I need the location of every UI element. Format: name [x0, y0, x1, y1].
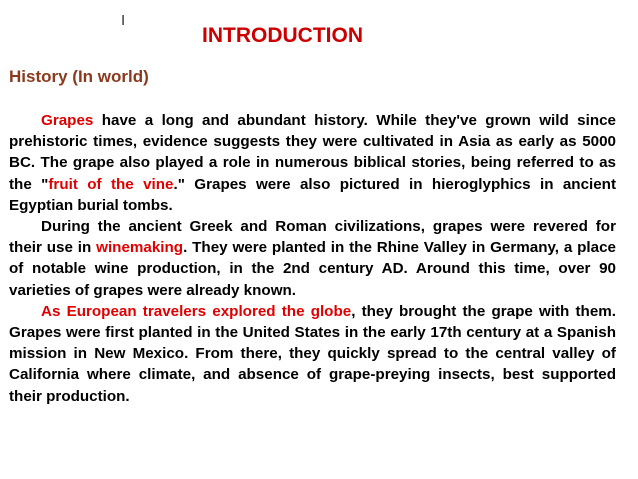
- paragraph-grapes-history: [9, 110, 616, 216]
- paragraph-text: ." Grapes were also pictured in hieroglyphics in ancient Egyptian burial tombs.: [9, 175, 617, 214]
- paragraph-european-travelers: [9, 301, 616, 407]
- section-heading: History (In world): [9, 67, 149, 86]
- paragraph-text: . They were planted in the Rhine Valley in Germany, a place of notable wine production, in the 2nd century AD. Around this time, over 90 varieties of grapes were already known.: [9, 239, 616, 299]
- body-text: [9, 110, 616, 407]
- paragraph-greek-roman: [9, 216, 616, 301]
- text-cursor-mark: I: [121, 12, 126, 29]
- highlight-winemaking: winemaking: [96, 239, 184, 257]
- highlight-european-travelers: As European travelers explored the globe: [41, 302, 352, 320]
- highlight-grapes: Grapes: [41, 112, 94, 129]
- paragraph-text: During the ancient Greek and Roman civilizations, grapes were revered for their use in: [9, 218, 616, 257]
- paragraph-text: , they brought the grape with them. Grapes were first planted in the United States in the early 17th century at a Spanish mission in New Mexico. From there, they quickly spread to the central valley of California where climate, and absence of grape-preying insects, best supported their production.: [9, 302, 617, 405]
- page-title: INTRODUCTION: [202, 24, 363, 47]
- paragraph-text: have a long and abundant history. While they've grown wild since prehistoric times, evidence suggests they were cultivated in Asia as early as 5000 BC. The grape also played a role in numerous biblical stories, being referred to as the ": [9, 112, 616, 193]
- highlight-fruit-of-the-vine: fruit of the vine: [48, 175, 174, 193]
